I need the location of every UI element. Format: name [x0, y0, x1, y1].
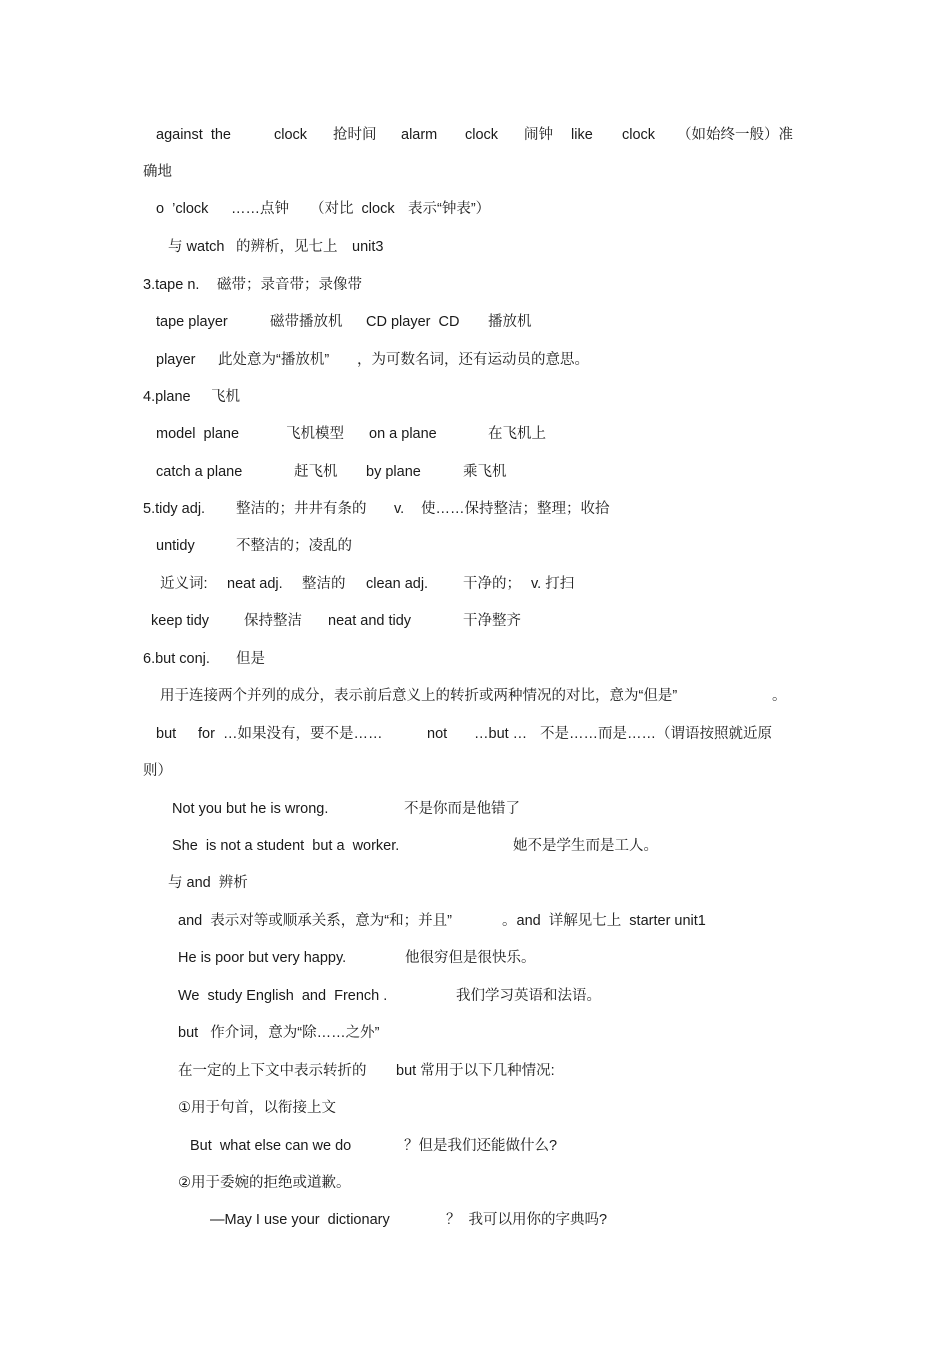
text-segment: ，为可数名词，还有运动员的意思。	[357, 352, 589, 368]
text-segment: 播放机	[488, 314, 532, 330]
text-segment: not	[427, 726, 448, 742]
text-segment: v. 打扫	[531, 576, 575, 592]
text-segment: ②用于委婉的拒绝或道歉。	[178, 1175, 351, 1191]
text-segment: 使……保持整洁；整理；收拾	[421, 501, 610, 517]
text-segment: 磁带播放机	[270, 314, 343, 330]
text-segment: neat and tidy	[328, 613, 412, 629]
text-segment: He is poor but very happy.	[178, 950, 347, 966]
text-segment: unit3	[352, 239, 384, 255]
text-segment: but	[156, 726, 177, 742]
text-segment: 磁带；录音带；录像带	[217, 277, 362, 293]
text-segment: catch a plane	[156, 464, 243, 480]
text-segment: 他很穷但是很快乐。	[405, 950, 536, 966]
text-segment: o ’clock	[156, 201, 209, 217]
text-segment: 确地	[143, 164, 172, 180]
text-segment: 的辨析，见七上	[236, 239, 338, 255]
text-segment: 3.tape n.	[143, 277, 200, 293]
text-segment: 5.tidy adj.	[143, 501, 206, 517]
text-segment: 与 watch	[168, 239, 225, 255]
text-segment: 不是你而是他错了	[404, 801, 520, 817]
text-segment: 她不是学生而是工人。	[513, 838, 658, 854]
text-segment: like	[571, 127, 593, 143]
text-segment: untidy	[156, 538, 195, 554]
text-segment: neat adj.	[227, 576, 283, 592]
text-segment: keep tidy	[151, 613, 210, 629]
text-segment: 干净的；	[463, 576, 521, 592]
text-segment: ？ 我可以用你的字典吗?	[446, 1212, 608, 1228]
text-segment: …如果没有，要不是……	[223, 726, 383, 742]
text-segment: 飞机模型	[286, 426, 344, 442]
text-segment: 闹钟	[524, 127, 553, 143]
text-segment: 整洁的；井井有条的	[236, 501, 367, 517]
text-segment: by plane	[366, 464, 421, 480]
text-segment: CD player CD	[366, 314, 460, 330]
text-segment: against the	[156, 127, 231, 143]
text-segment: 飞机	[211, 389, 240, 405]
text-segment: but 常用于以下几种情况:	[396, 1063, 555, 1079]
text-segment: clock	[274, 127, 308, 143]
text-segment: 与 and 辨析	[168, 875, 248, 891]
text-segment: 。and 详解见七上 starter unit1	[502, 913, 706, 929]
text-segment: alarm	[401, 127, 438, 143]
text-segment: 赶飞机	[294, 464, 338, 480]
text-segment: 。	[772, 688, 787, 704]
text-segment: （对比 clock	[310, 201, 395, 217]
text-segment: 4.plane	[143, 389, 191, 405]
text-segment: 不整洁的；凌乱的	[236, 538, 352, 554]
text-segment: clock	[622, 127, 656, 143]
text-segment: ①用于句首，以衔接上文	[178, 1100, 336, 1116]
text-segment: for	[198, 726, 215, 742]
text-segment: 但是	[236, 651, 265, 667]
text-segment: tape player	[156, 314, 228, 330]
text-segment: 在一定的上下文中表示转折的	[178, 1063, 367, 1079]
text-segment: v.	[394, 501, 405, 517]
text-segment: player	[156, 352, 196, 368]
text-segment: 6.but conj.	[143, 651, 210, 667]
text-segment: 整洁的	[302, 576, 346, 592]
text-segment: 此处意为“播放机”	[218, 352, 330, 368]
text-segment: 则）	[143, 763, 172, 779]
text-segment: 用于连接两个并列的成分，表示前后意义上的转折或两种情况的对比，意为“但是”	[160, 688, 678, 704]
text-segment: Not you but he is wrong.	[172, 801, 329, 817]
text-segment: ……点钟	[231, 201, 289, 217]
text-segment: clean adj.	[366, 576, 429, 592]
text-segment: 抢时间	[333, 127, 377, 143]
text-segment: But what else can we do	[190, 1138, 352, 1154]
text-segment: —May I use your dictionary	[210, 1212, 390, 1228]
text-segment: …but …	[474, 726, 528, 742]
text-segment: We study English and French .	[178, 988, 388, 1004]
text-segment: 表示“钟表”）	[408, 201, 491, 217]
text-segment: 近义词:	[160, 576, 208, 592]
text-segment: clock	[465, 127, 499, 143]
text-segment: 在飞机上	[488, 426, 546, 442]
text-segment: but 作介词，意为“除……之外”	[178, 1025, 380, 1041]
text-segment: and 表示对等或顺承关系，意为“和；并且”	[178, 913, 452, 929]
text-segment: 保持整洁	[244, 613, 302, 629]
text-segment: model plane	[156, 426, 240, 442]
text-segment: 我们学习英语和法语。	[456, 988, 601, 1004]
text-segment: ？但是我们还能做什么?	[404, 1138, 558, 1154]
text-segment: She is not a student but a worker.	[172, 838, 400, 854]
text-segment: 不是……而是……（谓语按照就近原	[540, 726, 772, 742]
text-segment: （如始终一般）准	[677, 127, 793, 143]
text-segment: 干净整齐	[463, 613, 521, 629]
text-segment: on a plane	[369, 426, 437, 442]
text-segment: 乘飞机	[463, 464, 507, 480]
